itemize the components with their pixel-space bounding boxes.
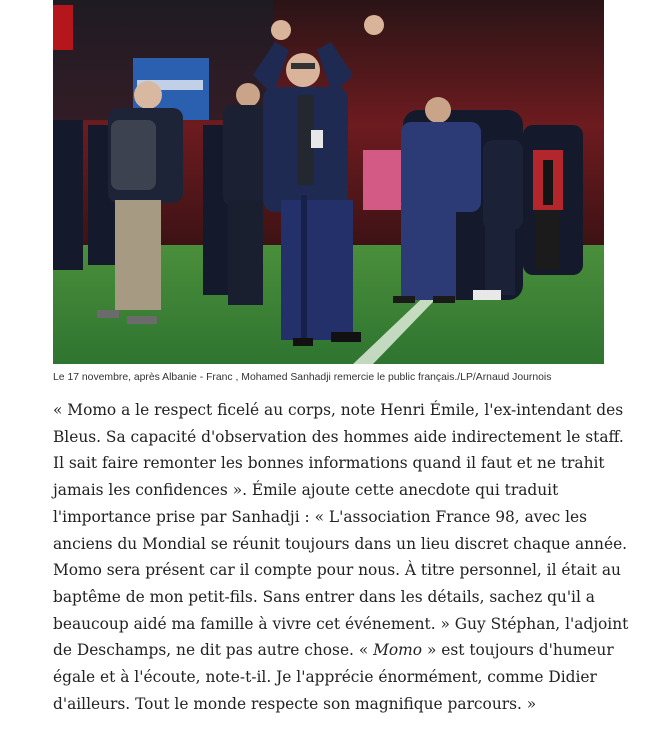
article-body (53, 397, 629, 717)
article-line: l'importance prise par Sanhadji : « L'association France 98, avec les (53, 507, 588, 526)
article-paragraph (53, 397, 629, 717)
article-line: « Momo a le respect ficelé au corps, note Henri Émile, l'ex-intendant des (53, 401, 624, 419)
article-photo (53, 0, 604, 364)
article-line: baptême de mon petit-fils. Sans entrer dans les détails, sachez qu'il a (53, 587, 595, 606)
article-line: Il sait faire remonter les bonnes informations quand il faut et ne trahit (53, 454, 605, 473)
article-line: anciens du Mondial se réunit toujours dans un lieu discret chaque année. (53, 534, 628, 553)
article-line: jamais les confidences ». Émile ajoute cette anecdote qui traduit (53, 481, 559, 500)
photo-caption: Le 17 novembre, après Albanie - Franc , Mohamed Sanhadji remercie le public français./LP/Arnaud Journois (53, 372, 552, 383)
article-text: de Deschamps, ne dit pas autre chose. « (53, 641, 374, 660)
photo-illustration (53, 0, 604, 364)
article-line: Bleus. Sa capacité d'observation des hommes aide indirectement le staff. (53, 427, 624, 446)
article-text: » est toujours d'humeur (422, 641, 614, 660)
emphasis-momo: Momo (373, 641, 423, 660)
article-line-with-emphasis (53, 637, 613, 664)
article-line: égale et à l'écoute, note-t-il. Je l'apprécie énormément, comme Didier (53, 668, 597, 687)
article-line: beaucoup aidé ma famille à vivre cet événement. » Guy Stéphan, l'adjoint (53, 614, 629, 633)
article-line: d'ailleurs. Tout le monde respecte son magnifique parcours. » (53, 694, 537, 713)
article-line: Momo sera présent car il compte pour nous. À titre personnel, il était au (53, 561, 621, 580)
